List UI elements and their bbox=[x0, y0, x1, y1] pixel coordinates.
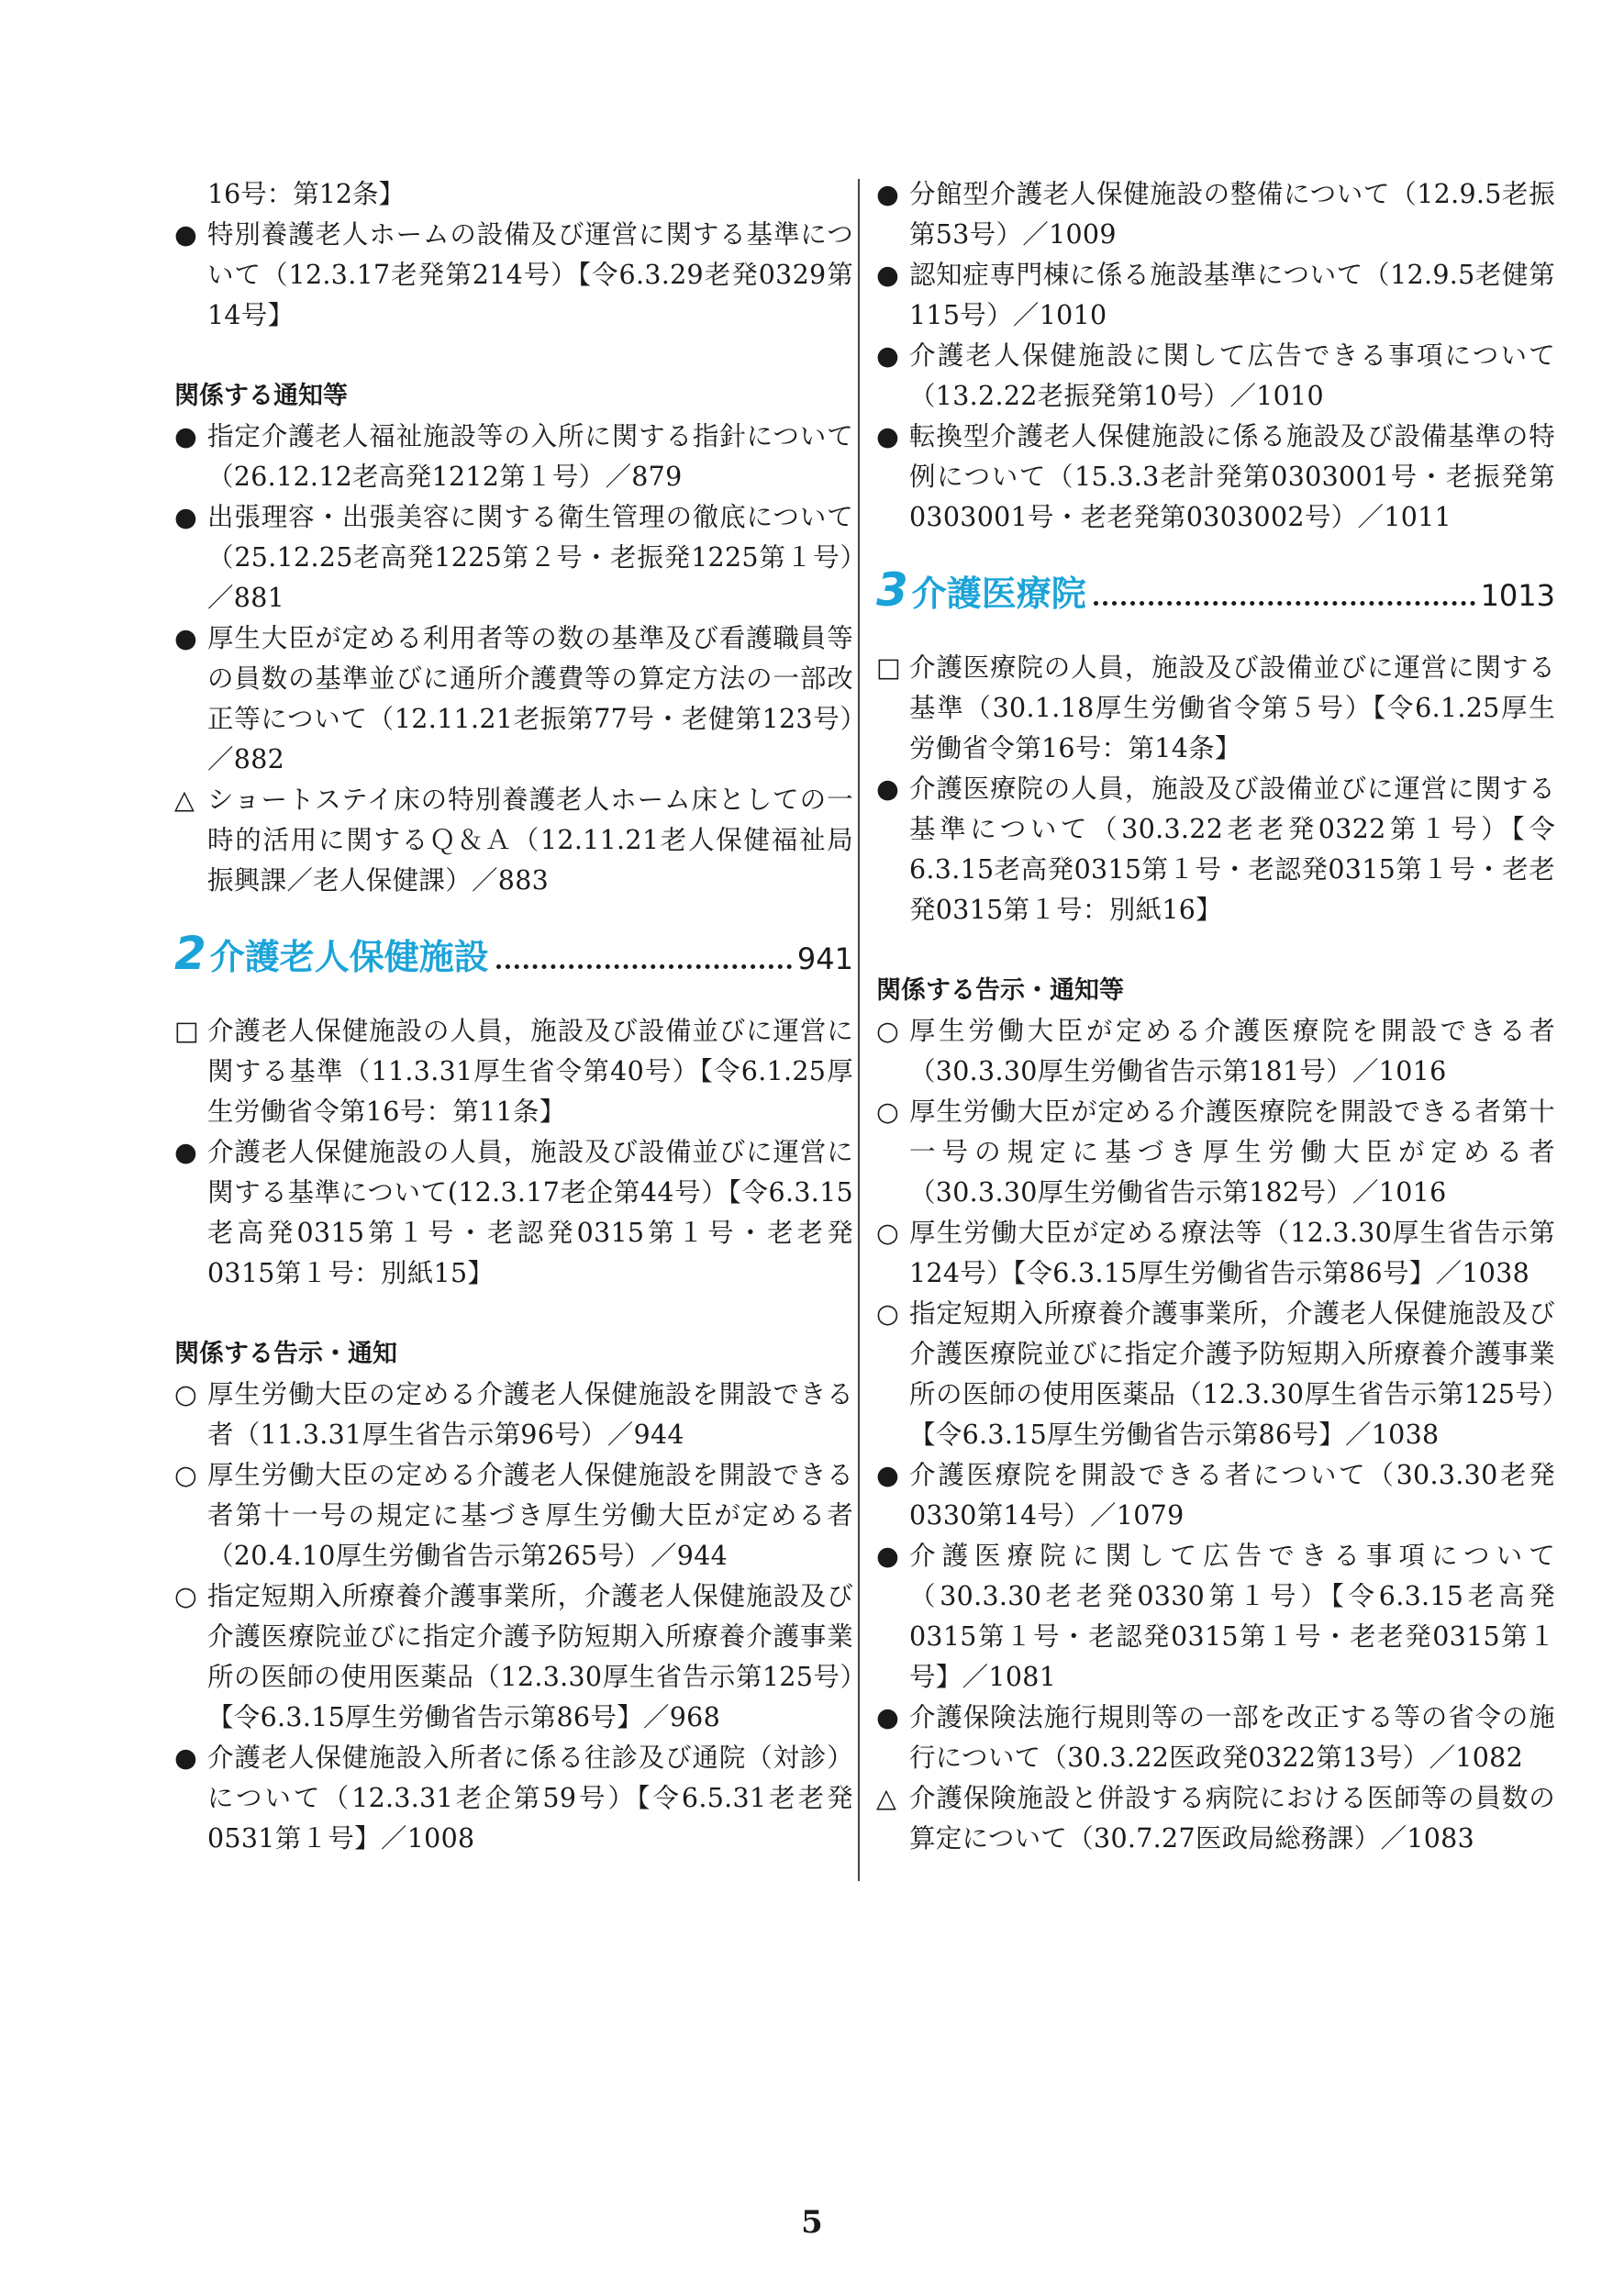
subheading-related-notices: 関係する通知等 bbox=[174, 382, 348, 410]
page-number: 5 bbox=[801, 2204, 823, 2241]
list-item bbox=[174, 417, 853, 497]
item-text: 介護老人保健施設の人員，施設及び設備並びに運営に関する基準（11.3.31厚生省令第40号）【令6.1.25厚生労働省令第16号：第11条】 bbox=[207, 1016, 853, 1127]
list-group bbox=[174, 1011, 853, 1294]
list-item bbox=[174, 1576, 853, 1738]
item-text: 厚生労働大臣の定める介護老人保健施設を開設できる者（11.3.31厚生省告示第96号）／944 bbox=[207, 1379, 853, 1450]
bullet-marker: ○ bbox=[876, 1298, 900, 1329]
bullet-marker: ○ bbox=[876, 1218, 900, 1248]
bullet-marker: ○ bbox=[876, 1097, 900, 1127]
list-item bbox=[174, 497, 853, 618]
item-text: 介護医療院の人員，施設及び設備並びに運営に関する基準について（30.3.22老老発0322第１号）【令6.3.15老高発0315第１号・老認発0315第１号・老老発0315第１号：別紙16】 bbox=[909, 774, 1555, 925]
left-column bbox=[174, 174, 853, 1859]
bullet-marker: ● bbox=[876, 1541, 900, 1571]
item-text: 介護老人保健施設の人員，施設及び設備並びに運営に関する基準について(12.3.17老企第44号）【令6.3.15老高発0315第１号・老認発0315第１号・老老発0315第１号：別紙15】 bbox=[207, 1137, 853, 1288]
item-text: 厚生労働大臣が定める介護医療院を開設できる者（30.3.30厚生労働省告示第181号）／1016 bbox=[909, 1016, 1555, 1086]
item-text: ショートステイ床の特別養護老人ホーム床としての一時的活用に関するＱ＆Ａ（12.11.21老人保健福祉局振興課／老人保健課）／883 bbox=[207, 785, 853, 896]
item-text: 介護老人保健施設に関して広告できる事項について（13.2.22老振発第10号）／1010 bbox=[909, 340, 1555, 411]
column-divider bbox=[858, 179, 860, 1881]
section-title: 介護老人保健施設 bbox=[209, 937, 489, 977]
list-item bbox=[174, 780, 853, 901]
list-group bbox=[876, 174, 1555, 538]
list-item bbox=[876, 174, 1555, 255]
bullet-marker: ● bbox=[174, 502, 198, 532]
leader-dots bbox=[1094, 601, 1475, 606]
bullet-marker: △ bbox=[174, 785, 195, 815]
item-text: 介護医療院を開設できる者について（30.3.30老発0330第14号）／1079 bbox=[909, 1460, 1555, 1531]
bullet-marker: ● bbox=[174, 421, 198, 451]
bullet-marker: ○ bbox=[174, 1460, 198, 1490]
list-item bbox=[174, 1455, 853, 1576]
list-item bbox=[876, 1213, 1555, 1294]
item-text: 介護老人保健施設入所者に係る往診及び通院（対診）について（12.3.31老企第59号）【令6.5.31老老発0531第１号】／1008 bbox=[207, 1743, 853, 1854]
bullet-marker: ● bbox=[876, 179, 900, 209]
item-text: 転換型介護老人保健施設に係る施設及び設備基準の特例について（15.3.3老計発第0303001号・老振発第0303001号・老老発第0303002号）／1011 bbox=[909, 421, 1555, 532]
list-item bbox=[174, 618, 853, 780]
bullet-marker: ● bbox=[876, 774, 900, 804]
bullet-marker: ○ bbox=[174, 1379, 198, 1409]
subheading-related-notices: 関係する告示・通知 bbox=[174, 1340, 397, 1368]
item-text: 介護医療院の人員，施設及び設備並びに運営に関する基準（30.1.18厚生労働省令第５号）【令6.1.25厚生労働省令第16号：第14条】 bbox=[909, 652, 1555, 763]
bullet-marker: ● bbox=[876, 260, 900, 290]
item-text: 指定短期入所療養介護事業所，介護老人保健施設及び介護医療院並びに指定介護予防短期入所療養介護事業所の医師の使用医薬品（12.3.30厚生省告示第125号）【令6.3.15厚生労働省告示第86号】／1038 bbox=[909, 1298, 1555, 1450]
item-text: 認知症専門棟に係る施設基準について（12.9.5老健第115号）／1010 bbox=[909, 260, 1555, 330]
item-text: 指定短期入所療養介護事業所，介護老人保健施設及び介護医療院並びに指定介護予防短期入所療養介護事業所の医師の使用医薬品（12.3.30厚生省告示第125号）【令6.3.15厚生労働省告示第86号】／968 bbox=[207, 1581, 853, 1732]
section-heading-2 bbox=[174, 927, 853, 980]
bullet-marker: ● bbox=[876, 1702, 900, 1732]
item-text: 介護保険施設と併設する病院における医師等の員数の算定について（30.7.27医政局総務課）／1083 bbox=[909, 1783, 1555, 1854]
list-item bbox=[876, 1536, 1555, 1698]
item-text: 厚生労働大臣が定める介護医療院を開設できる者第十一号の規定に基づき厚生労働大臣が定める者（30.3.30厚生労働省告示第182号）／1016 bbox=[909, 1097, 1555, 1208]
list-item bbox=[876, 1778, 1555, 1859]
list-item bbox=[876, 1294, 1555, 1455]
bullet-marker: ● bbox=[174, 623, 198, 653]
item-text: 介護医療院に関して広告できる事項について（30.3.30老老発0330第１号）【令6.3.15老高発0315第１号・老認発0315第１号・老老発0315第１号】／1081 bbox=[909, 1541, 1555, 1692]
item-text: 出張理容・出張美容に関する衛生管理の徹底について（25.12.25老高発1225第２号・老振発1225第１号）／881 bbox=[207, 502, 853, 613]
item-text: 特別養護老人ホームの設備及び運営に関する基準について（12.3.17老発第214号）【令6.3.29老発0329第14号】 bbox=[207, 219, 853, 330]
bullet-marker: ○ bbox=[876, 1016, 900, 1046]
section-page: 1013 bbox=[1480, 578, 1555, 613]
list-item bbox=[876, 1092, 1555, 1213]
list-group bbox=[174, 1375, 853, 1859]
item-text: 介護保険法施行規則等の一部を改正する等の省令の施行について（30.3.22医政発0322第13号）／1082 bbox=[909, 1702, 1555, 1773]
list-item bbox=[876, 1455, 1555, 1536]
bullet-marker: □ bbox=[174, 1016, 200, 1046]
list-item bbox=[876, 1011, 1555, 1092]
item-text: 指定介護老人福祉施設等の入所に関する指針について（26.12.12老高発1212第１号）／879 bbox=[207, 421, 853, 492]
item-text: 厚生労働大臣の定める介護老人保健施設を開設できる者第十一号の規定に基づき厚生労働大臣が定める者（20.4.10厚生労働省告示第265号）／944 bbox=[207, 1460, 853, 1571]
subheading-related-notices: 関係する告示・通知等 bbox=[876, 976, 1124, 1005]
leader-dots bbox=[496, 964, 792, 969]
item-text: 分館型介護老人保健施設の整備について（12.9.5老振第53号）／1009 bbox=[909, 179, 1555, 250]
bullet-marker: □ bbox=[876, 652, 902, 683]
list-item bbox=[876, 1698, 1555, 1778]
list-item bbox=[876, 769, 1555, 930]
list-item bbox=[876, 417, 1555, 538]
bullet-marker: △ bbox=[876, 1783, 897, 1813]
continued-text: 16号：第12条】 bbox=[207, 179, 406, 209]
right-column bbox=[876, 174, 1555, 1859]
list-group bbox=[876, 648, 1555, 930]
section-number: 2 bbox=[174, 927, 206, 980]
list-item bbox=[174, 215, 853, 336]
bullet-marker: ● bbox=[876, 1460, 900, 1490]
list-item bbox=[174, 1375, 853, 1455]
list-item bbox=[876, 336, 1555, 417]
section-page: 941 bbox=[796, 941, 853, 976]
bullet-marker: ● bbox=[174, 219, 198, 250]
list-item bbox=[174, 1011, 853, 1132]
list-item bbox=[174, 1132, 853, 1294]
list-item bbox=[876, 648, 1555, 769]
bullet-marker: ● bbox=[876, 340, 900, 371]
list-item bbox=[876, 255, 1555, 336]
item-text: 厚生大臣が定める利用者等の数の基準及び看護職員等の員数の基準並びに通所介護費等の算定方法の一部改正等について（12.11.21老振第77号・老健第123号）／882 bbox=[207, 623, 853, 774]
list-item bbox=[174, 1738, 853, 1859]
item-text: 厚生労働大臣が定める療法等（12.3.30厚生省告示第124号）【令6.3.15厚生労働省告示第86号】／1038 bbox=[909, 1218, 1555, 1288]
bullet-marker: ● bbox=[174, 1743, 198, 1773]
list-group bbox=[876, 1011, 1555, 1859]
section-title: 介護医療院 bbox=[911, 574, 1086, 614]
bullet-marker: ● bbox=[876, 421, 900, 451]
section-heading-3 bbox=[876, 563, 1555, 617]
section-number: 3 bbox=[876, 563, 908, 617]
list-group bbox=[174, 215, 853, 336]
list-group bbox=[174, 417, 853, 901]
bullet-marker: ○ bbox=[174, 1581, 198, 1611]
bullet-marker: ● bbox=[174, 1137, 198, 1167]
